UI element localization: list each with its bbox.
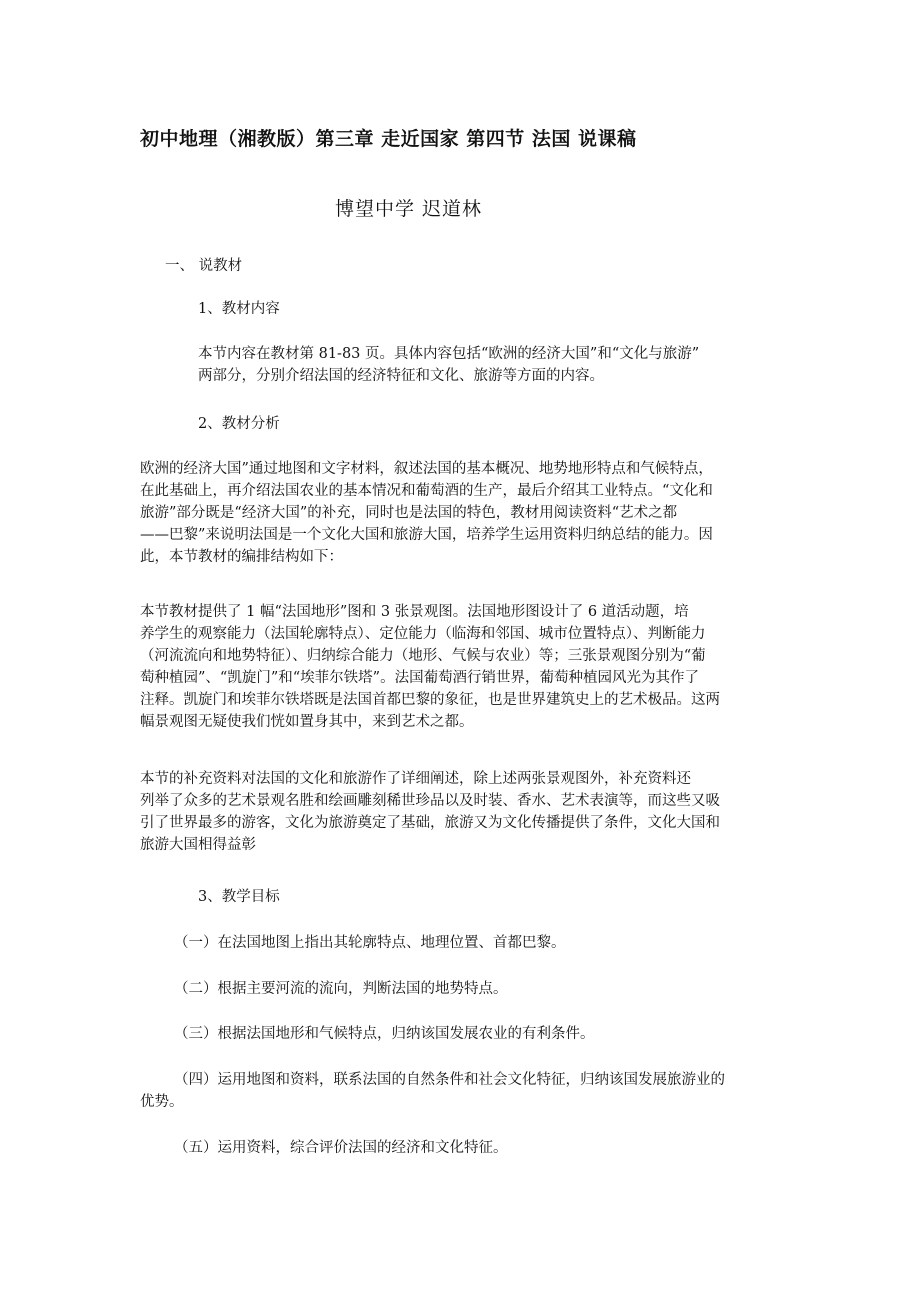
subheading-analysis: 2、教材分析 bbox=[198, 416, 280, 432]
goal-item: （四）运用地图和资料，联系法国的自然条件和社会文化特征，归纳该国发展旅游业的 优势。 bbox=[140, 1072, 725, 1110]
paragraph-analysis-1: 欧洲的经济大国”通过地图和文字材料，叙述法国的基本概况、地势地形特点和气候特点， 在此基础上，再介绍法国农业的基本情况和葡萄酒的生产，最后介绍其工业特点。“文化和 旅游”部分既是“经济大国”的补充，同时也是法国的特色，教材用阅读资料“艺术之都 ——巴黎”来说明法国是一个文化大国和旅游大国，培养学生运用资料归纳总结的能力。因 此，本节教材的编排结构如下： bbox=[140, 461, 713, 565]
goal-item: （二）根据主要河流的流向，判断法国的地势特点。 bbox=[174, 981, 508, 997]
paragraph-content: 本节内容在教材第 81-83 页。具体内容包括“欧洲的经济大国”和“文化与旅游” 两部分，分别介绍法国的经济特征和文化、旅游等方面的内容。 bbox=[198, 346, 700, 384]
paragraph-analysis-3: 本节的补充资料对法国的文化和旅游作了详细阐述，除上述两张景观图外，补充资料还 列举了众多的艺术景观名胜和绘画雕刻稀世珍品以及时装、香水、艺术表演等，而这些又吸 引了世界最多的游客，文化为旅游奠定了基础，旅游又为文化传播提供了条件，文化大国和 旅游大国相得益彰 bbox=[140, 771, 720, 853]
paragraph-analysis-2: 本节教材提供了 1 幅“法国地形”图和 3 张景观图。法国地形图设计了 6 道活动题，培 养学生的观察能力（法国轮廓特点）、定位能力（临海和邻国、城市位置特点）、判断能力 （河流流向和地势特征）、归纳综合能力（地形、气候与农业）等；三张景观图分别为“葡 萄种植园”、“凯旋门”和“埃菲尔铁塔”。法国葡萄酒行销世界，葡萄种植园风光为其作了 注释。凯旋门和埃菲尔铁塔既是法国首都巴黎的象征，也是世界建筑史上的艺术极品。这两 幅景观图无疑使我们恍如置身其中，来到艺术之都。 bbox=[140, 604, 720, 730]
goal-item: （一）在法国地图上指出其轮廓特点、地理位置、首都巴黎。 bbox=[174, 935, 566, 951]
subheading-content: 1、教材内容 bbox=[198, 301, 280, 317]
section-heading: 一、 说教材 bbox=[165, 258, 243, 274]
author-line: 博望中学 迟道林 bbox=[335, 198, 483, 220]
goal-item: （三）根据法国地形和气候特点，归纳该国发展农业的有利条件。 bbox=[174, 1026, 595, 1042]
page-title: 初中地理（湘教版）第三章 走近国家 第四节 法国 说课稿 bbox=[140, 128, 637, 150]
subheading-goals: 3、教学目标 bbox=[198, 889, 280, 905]
goal-item: （五）运用资料，综合评价法国的经济和文化特征。 bbox=[174, 1140, 508, 1156]
